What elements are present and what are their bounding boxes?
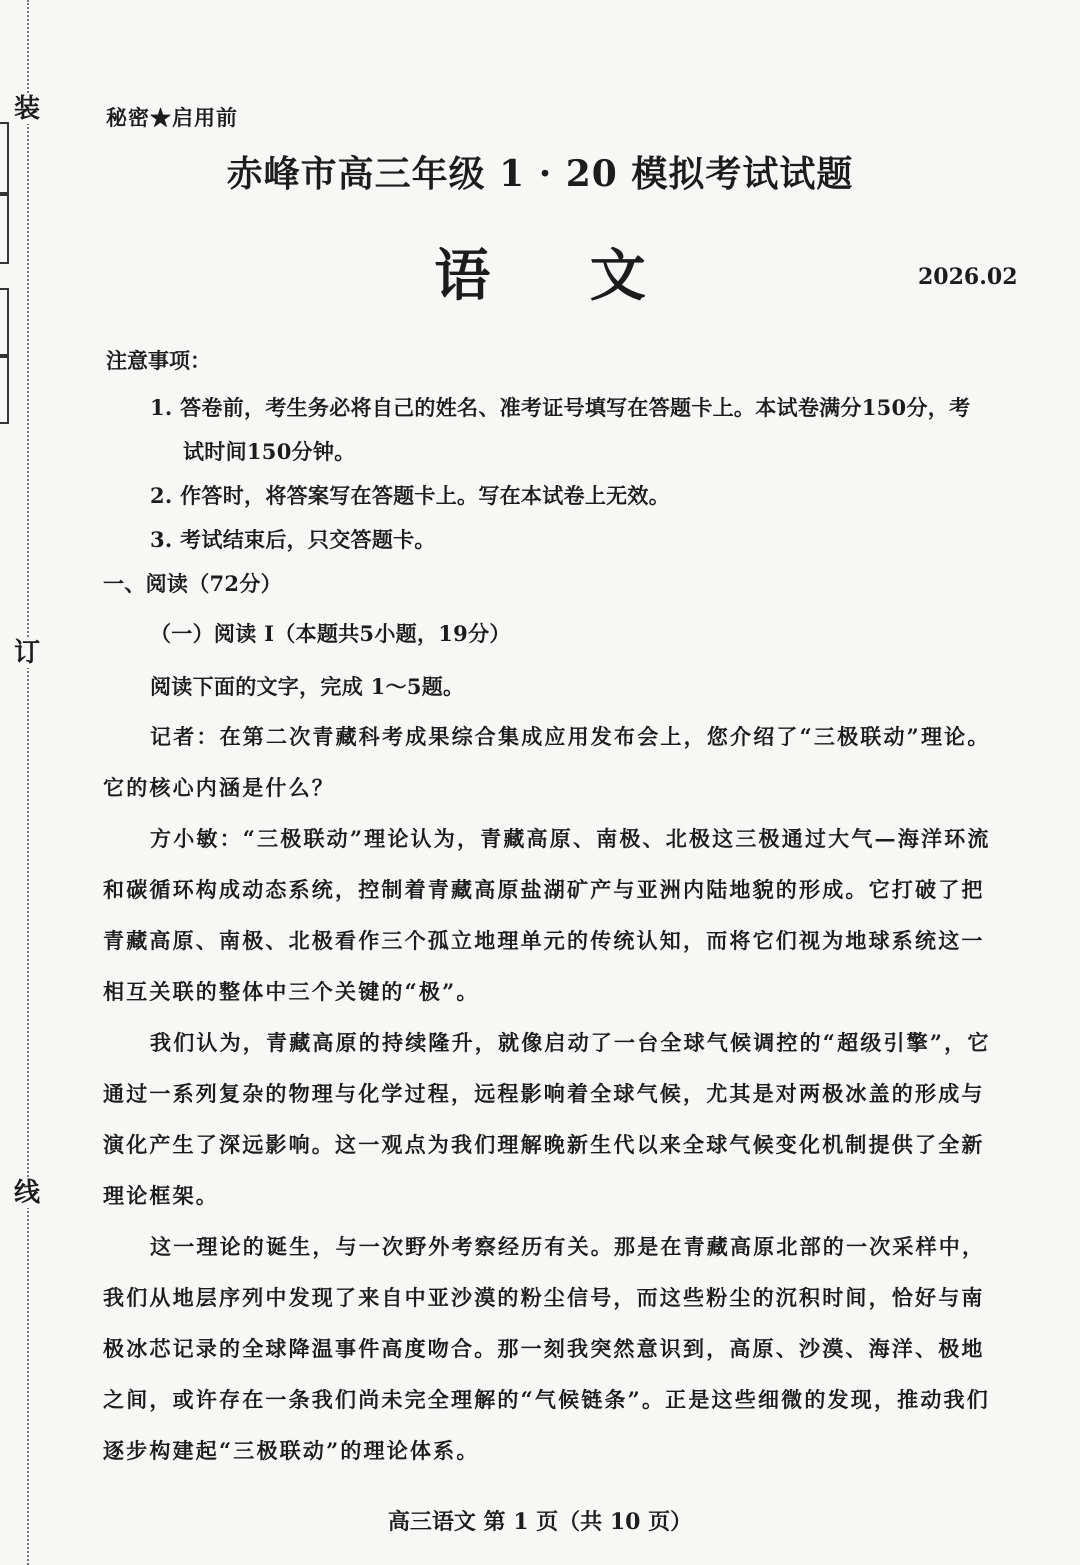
passage-line: 通过一系列复杂的物理与化学过程，远程影响着全球气候，尤其是对两极冰盖的形成与 <box>103 1081 985 1106</box>
passage-line: 和碳循环构成动态系统，控制着青藏高原盐湖矿产与亚洲内陆地貌的形成。它打破了把 <box>103 877 985 902</box>
passage-line: 之间，或许存在一条我们尚未完全理解的“气候链条”。正是这些细微的发现，推动我们 <box>103 1387 990 1412</box>
passage-line: 我们认为，青藏高原的持续隆升，就像启动了一台全球气候调控的“超级引擎”，它 <box>150 1030 991 1055</box>
notes-heading: 注意事项： <box>106 348 211 373</box>
section-heading: 一、阅读（72分） <box>103 571 282 596</box>
passage-line: 演化产生了深远影响。这一观点为我们理解晚新生代以来全球气候变化机制提供了全新 <box>103 1132 985 1157</box>
passage-line: 记者：在第二次青藏科考成果综合集成应用发布会上，您介绍了“三极联动”理论。 <box>150 724 991 749</box>
binding-char-ding: 订 <box>13 638 40 668</box>
passage-line: 相互关联的整体中三个关键的“极”。 <box>103 979 480 1004</box>
note-item: 3. 考试结束后，只交答题卡。 <box>150 527 436 552</box>
binding-char-xian: 线 <box>13 1178 40 1208</box>
binding-char-zhuang: 装 <box>13 94 40 124</box>
exam-title: 赤峰市高三年级 1 · 20 模拟考试试题 <box>226 153 854 195</box>
passage-line: 方小敏：“三极联动”理论认为，青藏高原、南极、北极这三极通过大气—海洋环流 <box>150 826 991 851</box>
passage-line: 逐步构建起“三极联动”的理论体系。 <box>103 1438 480 1463</box>
page-footer: 高三语文 第 1 页（共 10 页） <box>387 1509 693 1535</box>
note-item: 1. 答卷前，考生务必将自己的姓名、准考证号填写在答题卡上。本试卷满分150分，考 <box>150 395 971 420</box>
passage-line: 理论框架。 <box>103 1183 219 1208</box>
section-subheading: （一）阅读 Ⅰ（本题共5小题，19分） <box>150 621 511 646</box>
exam-date: 2026.02 <box>918 264 1018 290</box>
passage-line: 我们从地层序列中发现了来自中亚沙漠的粉尘信号，而这些粉尘的沉积时间，恰好与南 <box>103 1285 985 1310</box>
binding-box <box>0 354 9 424</box>
passage-line: 青藏高原、南极、北极看作三个孤立地理单元的传统认知，而将它们视为地球系统这一 <box>103 928 985 953</box>
passage-line: 极冰芯记录的全球降温事件高度吻合。那一刻我突然意识到，高原、沙漠、海洋、极地 <box>103 1336 985 1361</box>
reading-instruction: 阅读下面的文字，完成 1～5题。 <box>150 674 465 699</box>
note-item: 试时间150分钟。 <box>183 439 356 464</box>
passage-line: 它的核心内涵是什么？ <box>103 775 335 800</box>
note-item: 2. 作答时，将答案写在答题卡上。写在本试卷上无效。 <box>150 483 671 508</box>
confidential-label: 秘密★启用前 <box>106 105 238 130</box>
passage-line: 这一理论的诞生，与一次野外考察经历有关。那是在青藏高原北部的一次采样中， <box>150 1234 986 1259</box>
subject-title: 语 文 <box>434 243 686 309</box>
